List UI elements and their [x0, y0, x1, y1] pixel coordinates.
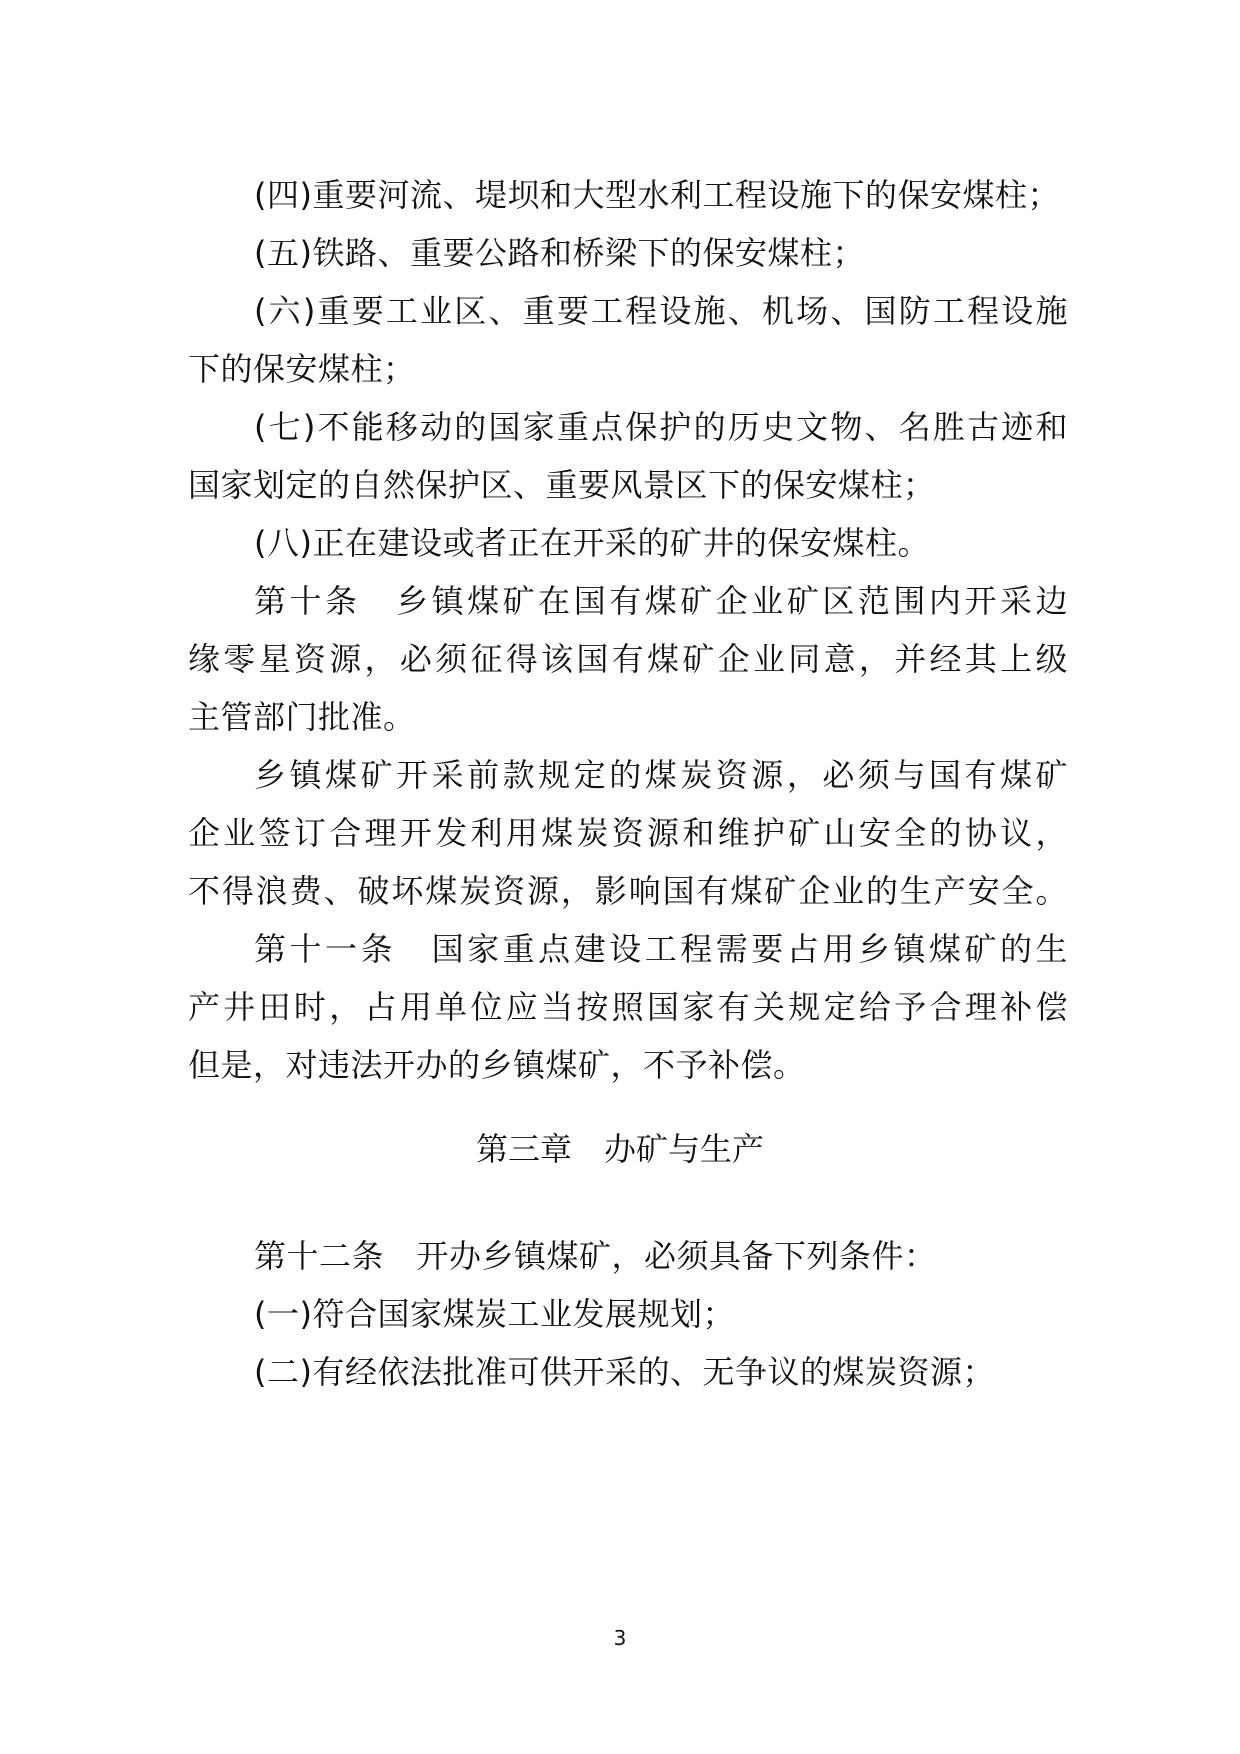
text-line-article-11-cont-1: 产井田时，占用单位应当按照国家有关规定给予合理补偿 [188, 988, 1068, 1026]
text-line-item-7: (七)不能移动的国家重点保护的历史文物、名胜古迹和 [254, 408, 1068, 446]
chapter-title: 第三章 办矿与生产 [475, 1130, 764, 1168]
text-line-item-1: (一)符合国家煤炭工业发展规划； [254, 1295, 735, 1333]
text-line-item-6-cont: 下的保安煤柱； [188, 350, 416, 388]
text-line-item-5: (五)铁路、重要公路和桥梁下的保安煤柱； [254, 234, 865, 272]
text-line-item-6: (六)重要工业区、重要工程设施、机场、国防工程设施 [254, 292, 1068, 330]
text-line-item-7-cont: 国家划定的自然保护区、重要风景区下的保安煤柱； [188, 466, 936, 504]
text-line-item-2: (二)有经依法批准可供开采的、无争议的煤炭资源； [254, 1353, 995, 1391]
text-line-article-10-cont-2: 主管部门批准。 [188, 698, 416, 736]
text-line-article-10-para-2-cont-1: 企业签订合理开发利用煤炭资源和维护矿山安全的协议， [188, 814, 1068, 852]
text-line-item-8: (八)正在建设或者正在开采的矿井的保安煤柱。 [254, 524, 930, 562]
text-line-article-11-cont-2: 但是，对违法开办的乡镇煤矿，不予补偿。 [188, 1046, 806, 1084]
text-line-article-10-cont-1: 缘零星资源，必须征得该国有煤矿企业同意，并经其上级 [188, 640, 1068, 678]
text-line-article-10: 第十条 乡镇煤矿在国有煤矿企业矿区范围内开采边 [254, 582, 1068, 620]
text-line-article-10-para-2: 乡镇煤矿开采前款规定的煤炭资源，必须与国有煤矿 [254, 756, 1068, 794]
text-line-article-11: 第十一条 国家重点建设工程需要占用乡镇煤矿的生 [254, 930, 1068, 968]
text-line-article-10-para-2-cont-2: 不得浪费、破坏煤炭资源，影响国有煤矿企业的生产安全。 [188, 872, 1068, 910]
text-line-article-12: 第十二条 开办乡镇煤矿，必须具备下列条件： [254, 1237, 937, 1275]
text-line-item-4: (四)重要河流、堤坝和大型水利工程设施下的保安煤柱； [254, 176, 1060, 214]
page-number: 3 [613, 1626, 627, 1650]
